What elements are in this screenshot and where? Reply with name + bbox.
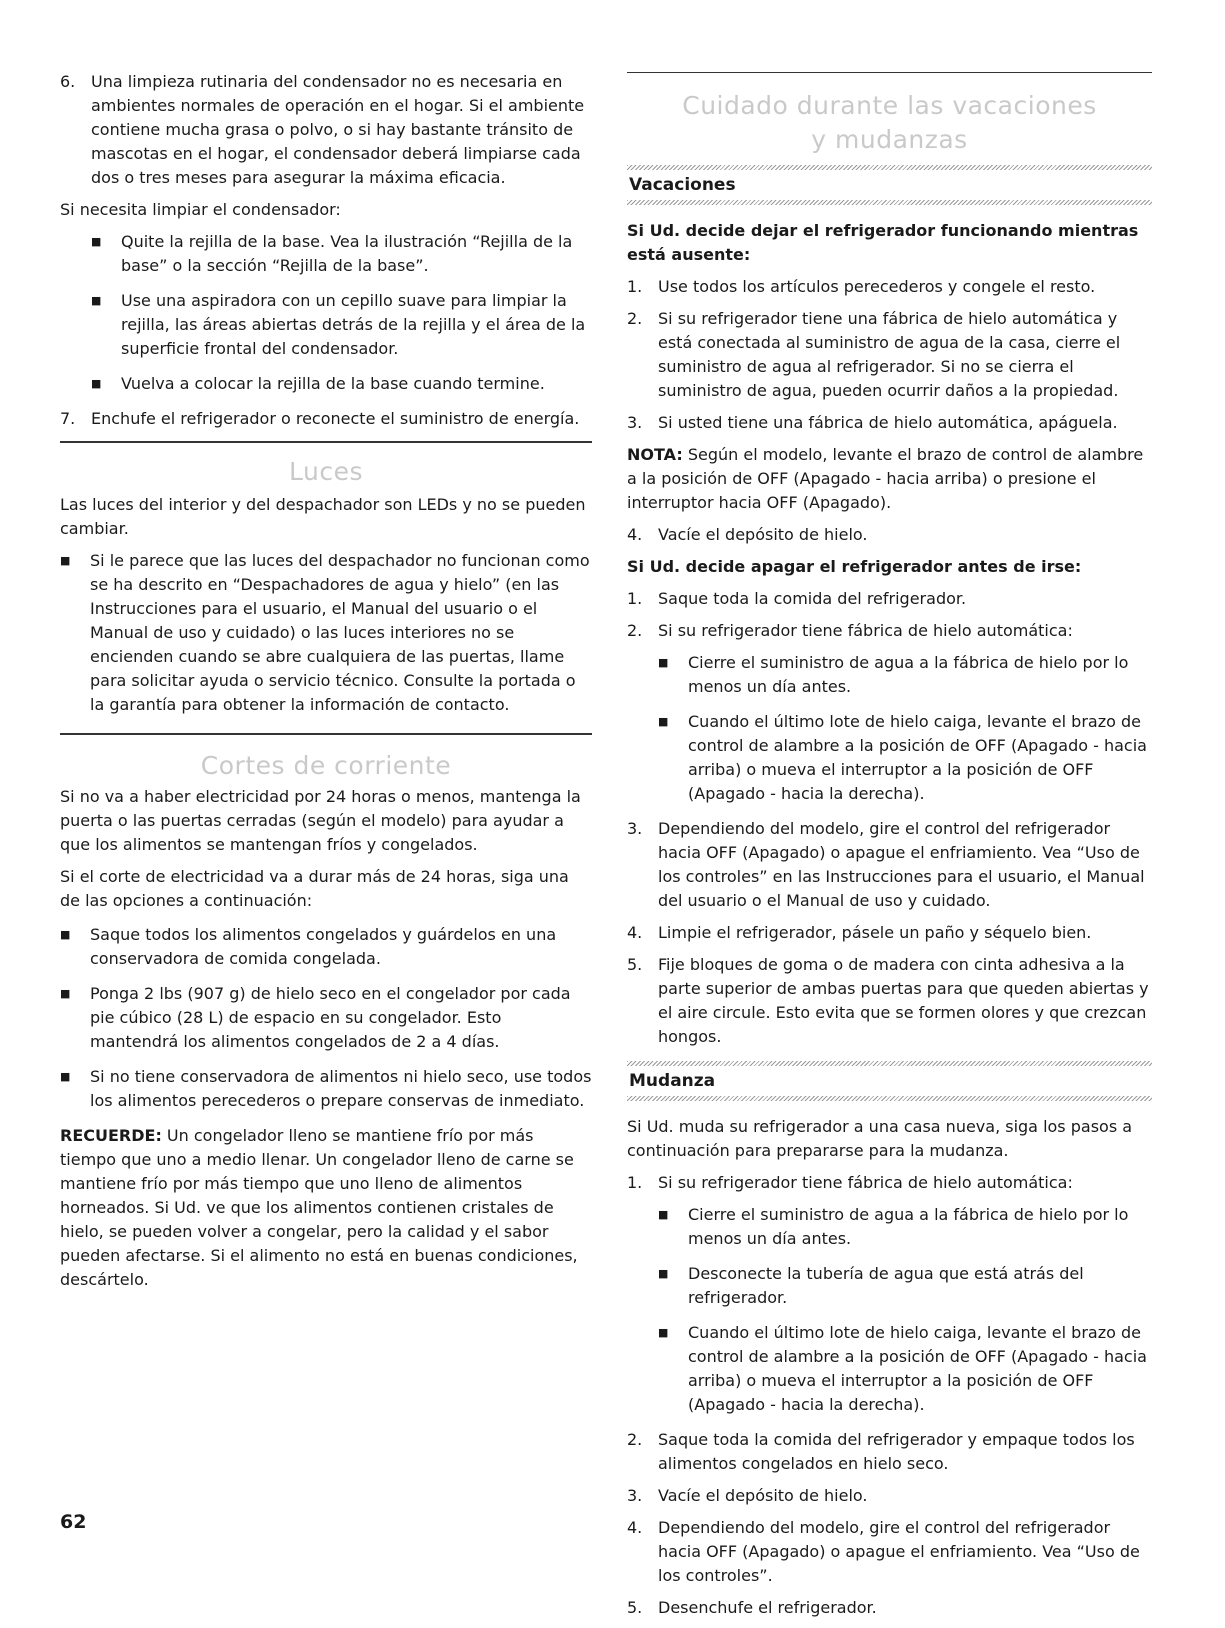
bullet-item: ■ Cierre el suministro de agua a la fábrica de hielo por lo menos un día antes. bbox=[658, 1203, 1152, 1251]
list-item: 3. Si usted tiene una fábrica de hielo automática, apáguela. bbox=[627, 413, 1118, 432]
hatch-rule bbox=[627, 200, 1152, 205]
list-item bbox=[60, 407, 592, 431]
bullet-icon: ■ bbox=[91, 377, 102, 390]
subheading-mudanza: Mudanza bbox=[629, 1071, 716, 1091]
list-item: 2. Si su refrigerador tiene una fábrica de hielo automática y está conectada al suministro de agua de la casa, cierre el suministro de agua al refrigerador. Si no se cierra el suministro de agua, pueden ocurrir daños a la propiedad. bbox=[627, 309, 1121, 400]
bullet-icon: ■ bbox=[60, 554, 71, 567]
item-number: 6. bbox=[60, 72, 76, 91]
list-item: 5. Fije bloques de goma o de madera con cinta adhesiva a la parte superior de ambas puertas para que queden abiertas y el aire circule. Esto evita que se formen olores y que crezcan hongos. bbox=[627, 955, 1149, 1046]
bullet-item: ■ Vuelva a colocar la rejilla de la base cuando termine. bbox=[91, 372, 592, 396]
bullet-icon: ■ bbox=[658, 715, 669, 728]
section-title-vacaciones-mudanzas bbox=[627, 89, 1152, 157]
title-line-2: y mudanzas bbox=[811, 125, 968, 154]
title-line-1: Cuidado durante las vacaciones bbox=[682, 91, 1097, 120]
list-item: 1. Si su refrigerador tiene fábrica de hielo automática: bbox=[627, 1173, 1073, 1192]
right-column bbox=[627, 72, 1152, 1628]
bullet-item: ■ Quite la rejilla de la base. Vea la ilustración “Rejilla de la base” o la sección “Rejilla de la base”. bbox=[91, 230, 592, 278]
sub-paragraph: Si necesita limpiar el condensador: bbox=[60, 200, 341, 219]
list-item: 5. Desenchufe el refrigerador. bbox=[627, 1598, 877, 1617]
bullet-item: ■ Desconecte la tubería de agua que está atrás del refrigerador. bbox=[658, 1262, 1152, 1310]
list-item: 2. Si su refrigerador tiene fábrica de hielo automática: bbox=[627, 621, 1073, 640]
section-divider bbox=[627, 72, 1152, 73]
bullet-icon: ■ bbox=[658, 656, 669, 669]
bullet-icon: ■ bbox=[91, 235, 102, 248]
paragraph: Las luces del interior y del despachador son LEDs y no se pueden cambiar. bbox=[60, 495, 586, 538]
bullet-item: ■ Ponga 2 lbs (907 g) de hielo seco en el congelador por cada pie cúbico (28 L) de espacio en su congelador. Esto mantendrá los alimentos congelados de 2 a 4 días. bbox=[60, 982, 592, 1054]
bullet-item: ■ Cierre el suministro de agua a la fábrica de hielo por lo menos un día antes. bbox=[658, 651, 1152, 699]
item-number: 7. bbox=[60, 409, 76, 428]
nota-label: NOTA: bbox=[627, 445, 683, 464]
paragraph: Si el corte de electricidad va a durar más de 24 horas, siga una de las opciones a continuación: bbox=[60, 867, 569, 910]
paragraph: Si no va a haber electricidad por 24 horas o menos, mantenga la puerta o las puertas cerradas (según el modelo) para ayudar a que los alimentos se mantengan fríos y congelados. bbox=[60, 787, 581, 854]
item-text: Enchufe el refrigerador o reconecte el suministro de energía. bbox=[91, 409, 580, 428]
section-title-cortes: Cortes de corriente bbox=[200, 751, 452, 780]
hatch-rule bbox=[627, 165, 1152, 170]
bullet-item: ■ Use una aspiradora con un cepillo suave para limpiar la rejilla, las áreas abiertas detrás de la rejilla y el área de la superficie frontal del condensador. bbox=[91, 289, 592, 361]
bullet-icon: ■ bbox=[60, 928, 71, 941]
section-divider bbox=[60, 441, 592, 443]
bullet-item: ■ Si le parece que las luces del despachador no funcionan como se ha descrito en “Despachadores de agua y hielo” (en las Instrucciones para el usuario, el Manual del usuario o el Manual de uso y cuidado) o las luces interiores no se encienden cuando se abre cualquiera de las puertas, llame para solicitar ayuda o servicio técnico. Consulte la portada o la garantía para obtener la información de contacto. bbox=[60, 549, 592, 717]
list-item: 2. Saque toda la comida del refrigerador y empaque todos los alimentos congelados en hielo seco. bbox=[627, 1430, 1135, 1473]
item-text: Una limpieza rutinaria del condensador no es necesaria en ambientes normales de operación en el hogar. Si el ambiente contiene mucha grasa o polvo, o si hay bastante tránsito de mascotas en el hogar, el condensador deberá limpiarse cada dos o tres meses para asegurar la máxima eficacia. bbox=[91, 72, 585, 187]
lead-paragraph: Si Ud. decide dejar el refrigerador funcionando mientras está ausente: bbox=[627, 221, 1139, 264]
list-item: 3. Vacíe el depósito de hielo. bbox=[627, 1486, 868, 1505]
bullet-icon: ■ bbox=[60, 1070, 71, 1083]
bullet-icon: ■ bbox=[91, 294, 102, 307]
list-item: 1. Saque toda la comida del refrigerador. bbox=[627, 589, 967, 608]
list-item: 4. Dependiendo del modelo, gire el control del refrigerador hacia OFF (Apagado) o apague el enfriamiento. Vea “Uso de los controles”. bbox=[627, 1518, 1140, 1585]
bullet-icon: ■ bbox=[658, 1267, 669, 1280]
page-number: 62 bbox=[60, 1511, 87, 1533]
recuerde-paragraph bbox=[60, 1124, 592, 1292]
left-column bbox=[60, 70, 592, 1300]
list-item: 4. Vacíe el depósito de hielo. bbox=[627, 525, 868, 544]
bullet-item: ■ Si no tiene conservadora de alimentos ni hielo seco, use todos los alimentos perecederos o prepare conservas de inmediato. bbox=[60, 1065, 592, 1113]
paragraph: Si Ud. muda su refrigerador a una casa nueva, siga los pasos a continuación para prepararse para la mudanza. bbox=[627, 1117, 1133, 1160]
list-item bbox=[60, 70, 592, 190]
list-item: 3. Dependiendo del modelo, gire el control del refrigerador hacia OFF (Apagado) o apague el enfriamiento. Vea “Uso de los controles” en las Instrucciones para el usuario, el Manual del usuario o el Manual de uso y cuidado. bbox=[627, 819, 1145, 910]
list-item: 1. Use todos los artículos perecederos y congele el resto. bbox=[627, 277, 1096, 296]
list-item: 4. Limpie el refrigerador, pásele un paño y séquelo bien. bbox=[627, 923, 1092, 942]
hatch-rule bbox=[627, 1061, 1152, 1066]
subheading-vacaciones: Vacaciones bbox=[629, 175, 736, 195]
recuerde-text: Un congelador lleno se mantiene frío por más tiempo que uno a medio llenar. Un congelador lleno de carne se mantiene frío por más tiempo que uno lleno de alimentos horneados. Si Ud. ve que los alimentos contienen cristales de hielo, se pueden volver a congelar, pero la calidad y el sabor pueden afectarse. Si el alimento no está en buenas condiciones, descártelo. bbox=[60, 1126, 578, 1289]
hatch-rule bbox=[627, 1096, 1152, 1101]
bullet-icon: ■ bbox=[658, 1208, 669, 1221]
bullet-icon: ■ bbox=[60, 987, 71, 1000]
recuerde-label: RECUERDE: bbox=[60, 1126, 162, 1145]
lead-paragraph: Si Ud. decide apagar el refrigerador antes de irse: bbox=[627, 557, 1082, 576]
bullet-item: ■ Cuando el último lote de hielo caiga, levante el brazo de control de alambre a la posición de OFF (Apagado - hacia arriba) o mueva el interruptor a la posición de OFF (Apagado - hacia la derecha). bbox=[658, 710, 1152, 806]
nota-text: Según el modelo, levante el brazo de control de alambre a la posición de OFF (Apagado - hacia arriba) o presione el interruptor hacia OFF (Apagado). bbox=[627, 445, 1144, 512]
section-title-luces: Luces bbox=[289, 457, 363, 486]
bullet-item: ■ Saque todos los alimentos congelados y guárdelos en una conservadora de comida congelada. bbox=[60, 923, 592, 971]
nota-paragraph bbox=[627, 443, 1152, 515]
section-divider bbox=[60, 733, 592, 735]
bullet-item: ■ Cuando el último lote de hielo caiga, levante el brazo de control de alambre a la posición de OFF (Apagado - hacia arriba) o mueva el interruptor a la posición de OFF (Apagado - hacia la derecha). bbox=[658, 1321, 1152, 1417]
bullet-icon: ■ bbox=[658, 1326, 669, 1339]
